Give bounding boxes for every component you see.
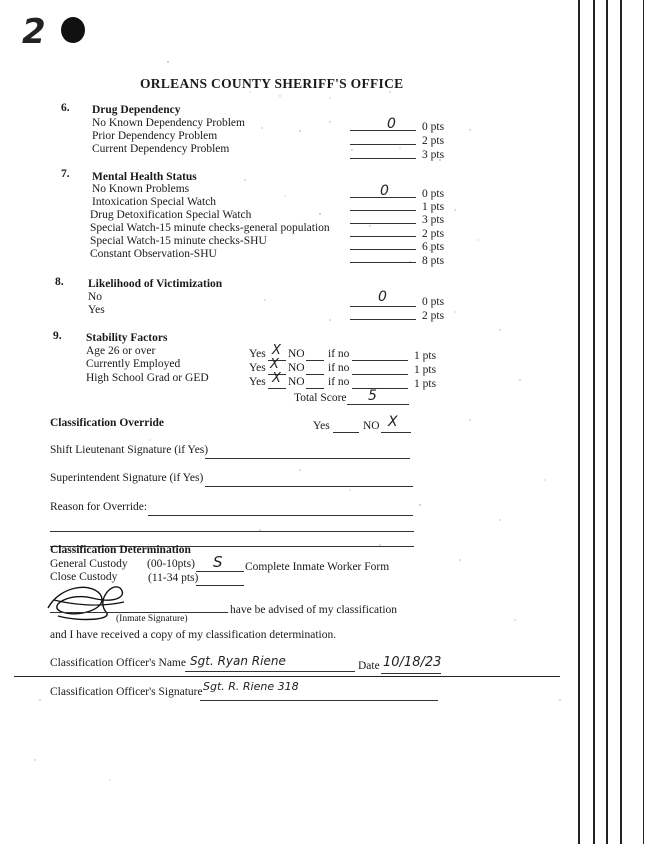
stability-label: Age 26 or over (86, 345, 156, 357)
officer-signature-label: Classification Officer's Signature (50, 686, 203, 698)
total-score-value: 5 (368, 388, 377, 404)
section-title: Drug Dependency (92, 104, 181, 116)
general-custody-mark: S (213, 553, 223, 571)
date-value: 10/18/23 (383, 655, 442, 670)
stability-label: Currently Employed (86, 358, 181, 370)
item-mark: 0 (378, 289, 387, 305)
item-points: 2 pts (422, 310, 445, 322)
section-number: 6. (61, 102, 70, 114)
section-title: Mental Health Status (92, 171, 197, 183)
margin-line (643, 0, 644, 844)
item-label: Prior Dependency Problem (92, 130, 218, 142)
corner-mark: 2 (22, 12, 46, 52)
yes-mark: X (270, 357, 279, 372)
determination-title: Classification Determination (50, 544, 191, 556)
item-label: Drug Detoxification Special Watch (90, 209, 252, 221)
override-label: Classification Override (50, 417, 165, 429)
item-label: Special Watch-15 minute checks-SHU (90, 235, 267, 247)
divider-line (14, 676, 560, 677)
item-points: 8 pts (422, 255, 445, 267)
inmate-signature-caption: (Inmate Signature) (116, 614, 188, 624)
total-score-label: Total Score (294, 392, 347, 404)
section-title: Stability Factors (86, 332, 168, 344)
item-label: Intoxication Special Watch (92, 196, 217, 208)
item-mark: 0 (387, 116, 396, 132)
officer-name-value: Sgt. Ryan Riene (190, 654, 286, 668)
item-points: 0 pts (422, 296, 445, 308)
no-mark: X (388, 414, 398, 430)
advised-text: have be advised of my classification (230, 604, 398, 616)
received-text: and I have received a copy of my classification determination. (50, 629, 337, 641)
margin-line (593, 0, 595, 844)
item-points: 0 pts (422, 188, 445, 200)
inmate-signature-line (50, 612, 228, 613)
worker-form-label: Complete Inmate Worker Form (245, 561, 390, 573)
section-number: 7. (61, 168, 70, 180)
ink-blot (58, 14, 88, 46)
margin-line (620, 0, 622, 844)
lieutenant-signature-label: Shift Lieutenant Signature (if Yes) (50, 444, 209, 456)
item-points: 1 pts (422, 201, 445, 213)
item-label: Special Watch-15 minute checks-general population (90, 222, 330, 234)
officer-signature-value: Sgt. R. Riene 318 (203, 680, 299, 693)
yes-mark: X (272, 371, 281, 386)
section-number: 9. (53, 330, 62, 342)
item-mark: 0 (380, 183, 389, 199)
section-number: 8. (55, 276, 64, 288)
officer-name-label: Classification Officer's Name (50, 657, 186, 669)
section-title: Likelihood of Victimization (88, 278, 223, 290)
stability-label: High School Grad or GED (86, 372, 209, 384)
document-page: 2 ORLEANS COUNTY SHERIFF'S OFFICE 6. Drug Dependency No Known Dependency Problem 0 0 pts Prior Dependency Problem 2 pts Current Dependency Problem 3 pts 7. Mental Health Status No Known Problems 0 0 pts Intoxication Special Watch 1 pts Drug Detoxification Special Watch 3 pts Special Watch-15 minute checks-general population 2 pts Special Watch-15 minute checks-SHU 6 pts Constant Observation-SHU 8 pts 8. Likelihood of Victimization No 0 0 pts Yes 2 pts 9. Stability Factors Age 26 or over Yes X NO if no 1 pts Currently Employed Yes X NO if no 1 pts High School Grad or GED Yes X NO if no 1 pts Total Score 5 Classification Override Yes NO X Shift Lieutenant Signature (if Yes) Superintendent Signature (if Yes) Reason for Override: Classification Determination General Custody (00-10pts) S Complete Inmate Worker Form Close Custody (11-34 pts) have be advised of my classification (Inmate Signature) and I have received a copy of my classification determination. Classification Officer's Name Sgt. Ryan Riene Date 10/18/23 Classification Officer's Signature Sgt. R. Riene 318 (0, 0, 655, 844)
item-points: 2 pts (422, 135, 445, 147)
general-custody-label: General Custody (50, 558, 128, 570)
item-label: Yes (88, 304, 105, 316)
item-points: 3 pts (422, 214, 445, 226)
superintendent-signature-label: Superintendent Signature (if Yes) (50, 472, 204, 484)
lieutenant-signature-line (205, 458, 410, 459)
margin-line (606, 0, 608, 844)
item-points: 3 pts (422, 149, 445, 161)
item-label: Current Dependency Problem (92, 143, 230, 155)
yes-mark: X (272, 343, 281, 358)
item-label: No Known Problems (92, 183, 190, 195)
margin-line (578, 0, 580, 844)
reason-label: Reason for Override: (50, 501, 148, 513)
item-label: No (88, 291, 103, 303)
item-label: No Known Dependency Problem (92, 117, 245, 129)
close-custody-label: Close Custody (50, 571, 118, 583)
item-label: Constant Observation-SHU (90, 248, 217, 260)
item-points: 2 pts (422, 228, 445, 240)
item-points: 6 pts (422, 241, 445, 253)
date-label: Date (358, 660, 380, 672)
item-points: 0 pts (422, 121, 445, 133)
superintendent-signature-line (205, 486, 413, 487)
page-title: ORLEANS COUNTY SHERIFF'S OFFICE (140, 76, 404, 91)
